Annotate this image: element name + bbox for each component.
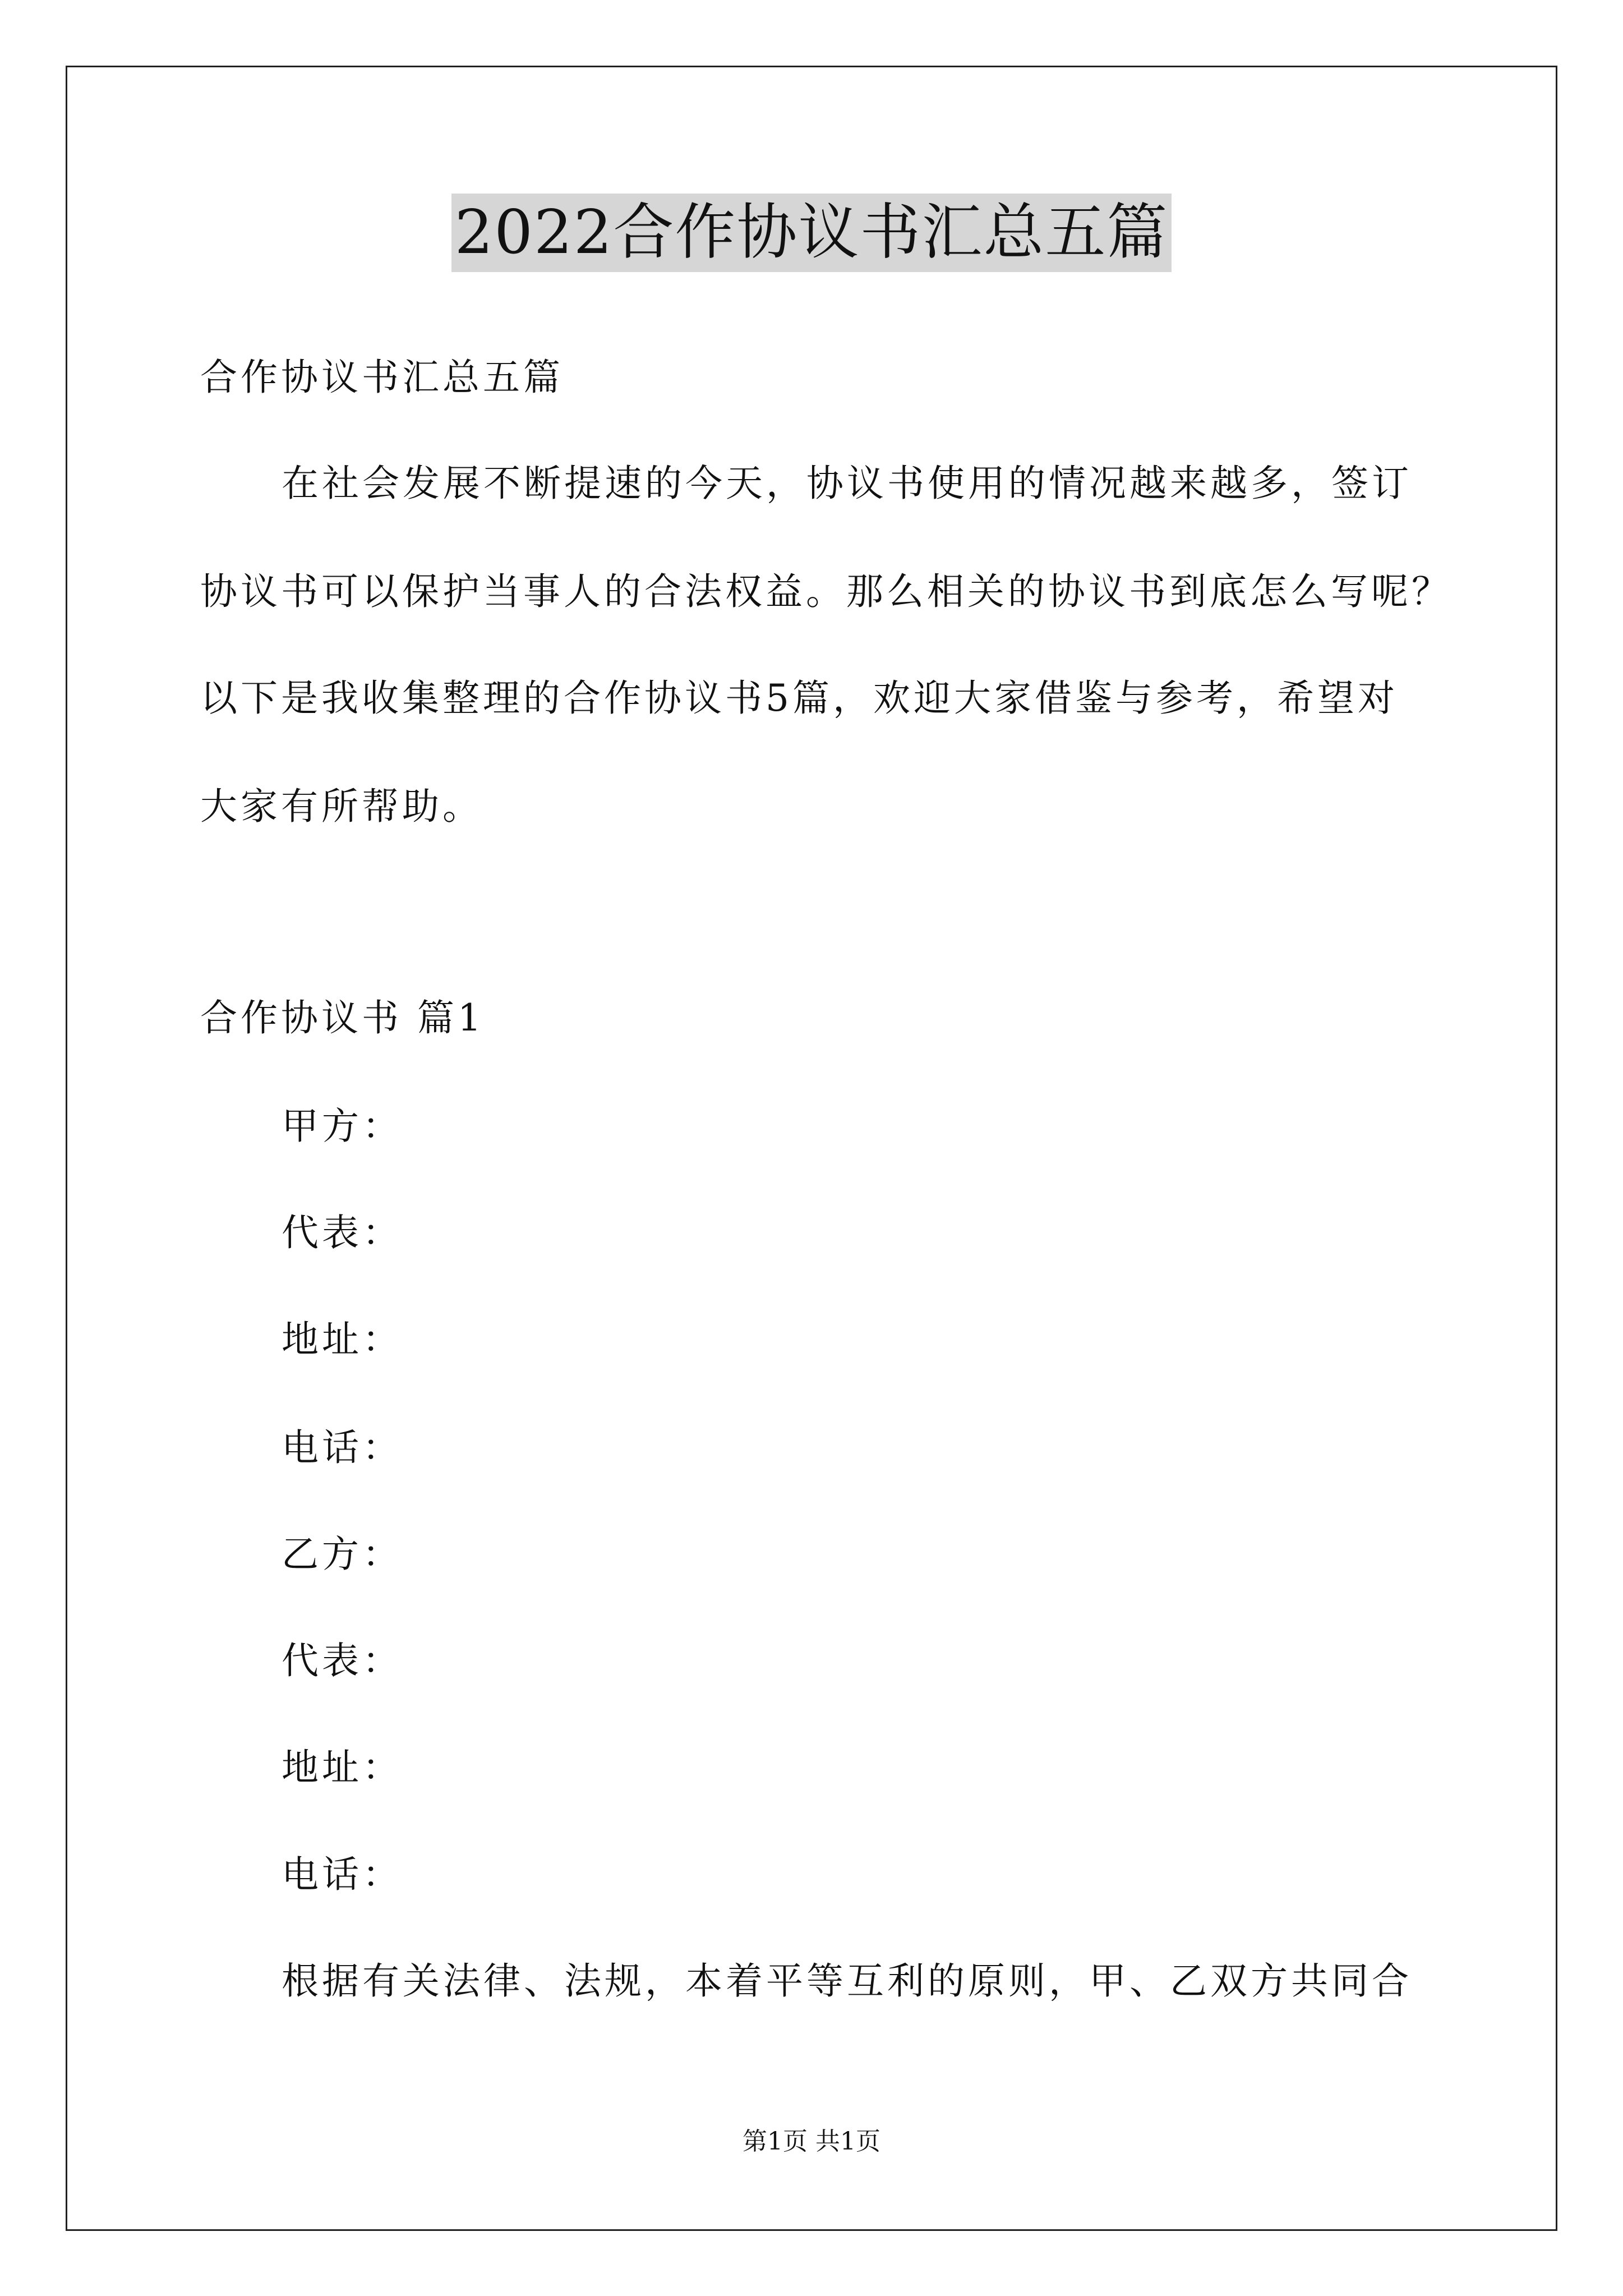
intro-line-4: 大家有所帮助。 bbox=[200, 785, 483, 828]
field-party-a: 甲方： bbox=[282, 1105, 403, 1148]
intro-line-2: 协议书可以保护当事人的合法权益。那么相关的协议书到底怎么写呢？ bbox=[200, 570, 1452, 613]
intro-line-1: 在社会发展不断提速的今天，协议书使用的情况越来越多，签订 bbox=[282, 462, 1412, 505]
field-phone-a: 电话： bbox=[282, 1426, 403, 1469]
document-title: 2022合作协议书汇总五篇 bbox=[451, 194, 1172, 272]
field-address-b: 地址： bbox=[282, 1746, 403, 1789]
field-representative-b: 代表： bbox=[282, 1639, 403, 1682]
field-party-b: 乙方： bbox=[282, 1533, 403, 1576]
body-text-line: 根据有关法律、法规，本着平等互利的原则，甲、乙双方共同合 bbox=[282, 1959, 1412, 2003]
section-heading: 合作协议书 篇1 bbox=[200, 996, 485, 1039]
field-phone-b: 电话： bbox=[282, 1853, 403, 1896]
intro-line-3: 以下是我收集整理的合作协议书5篇，欢迎大家借鉴与参考，希望对 bbox=[200, 677, 1398, 720]
field-representative-a: 代表： bbox=[282, 1211, 403, 1254]
page-footer: 第1页 共1页 bbox=[743, 2127, 880, 2156]
document-subtitle: 合作协议书汇总五篇 bbox=[200, 356, 564, 399]
title-container bbox=[0, 194, 1623, 272]
field-address-a: 地址： bbox=[282, 1318, 403, 1361]
